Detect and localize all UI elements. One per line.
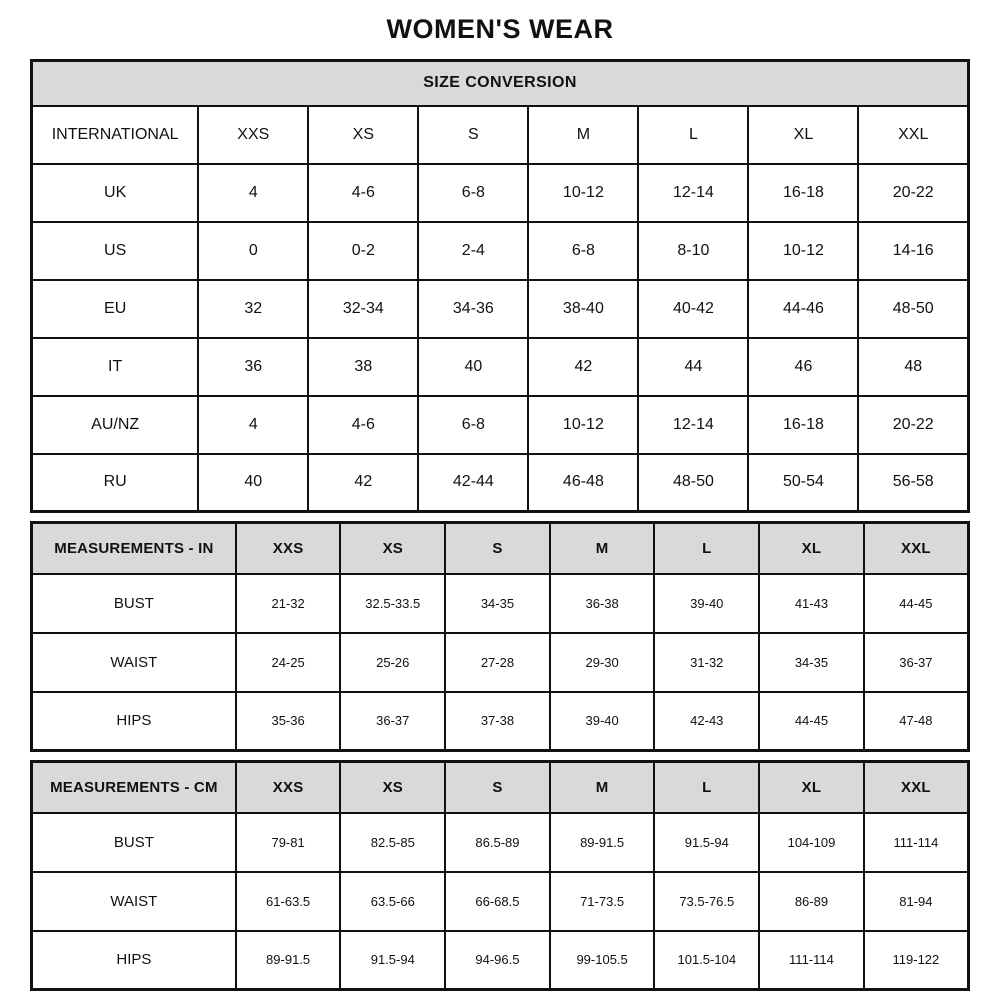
table-title-row xyxy=(32,61,969,106)
table-row xyxy=(32,164,969,222)
data-cell: 42-43 xyxy=(654,692,759,751)
column-header-cell: XXS xyxy=(236,523,341,574)
row-label-cell: BUST xyxy=(32,574,236,633)
data-cell: 91.5-94 xyxy=(654,813,759,872)
column-header-cell: XXL xyxy=(864,523,969,574)
table-row xyxy=(32,222,969,280)
data-cell: 46-48 xyxy=(528,454,638,512)
table-row xyxy=(32,633,969,692)
data-cell: 12-14 xyxy=(638,396,748,454)
data-cell: 91.5-94 xyxy=(340,931,445,990)
data-cell: 42 xyxy=(528,338,638,396)
column-header-cell: XS xyxy=(340,762,445,813)
data-cell: 119-122 xyxy=(864,931,969,990)
data-cell: 10-12 xyxy=(528,396,638,454)
data-cell: 89-91.5 xyxy=(550,813,655,872)
column-header-cell: S xyxy=(445,523,550,574)
column-header-cell: XL xyxy=(759,523,864,574)
data-cell: 39-40 xyxy=(654,574,759,633)
data-cell: 34-35 xyxy=(759,633,864,692)
column-header-cell: S xyxy=(418,106,528,164)
data-cell: 14-16 xyxy=(858,222,968,280)
data-cell: 36 xyxy=(198,338,308,396)
column-header-cell: L xyxy=(654,523,759,574)
data-cell: 6-8 xyxy=(418,164,528,222)
data-cell: 46 xyxy=(748,338,858,396)
data-cell: 56-58 xyxy=(858,454,968,512)
row-label-cell: HIPS xyxy=(32,931,236,990)
data-cell: 48 xyxy=(858,338,968,396)
column-header-cell: XL xyxy=(759,762,864,813)
row-header-label: INTERNATIONAL xyxy=(32,106,199,164)
data-cell: 20-22 xyxy=(858,396,968,454)
data-cell: 71-73.5 xyxy=(550,872,655,931)
data-cell: 73.5-76.5 xyxy=(654,872,759,931)
table-row xyxy=(32,692,969,751)
data-cell: 82.5-85 xyxy=(340,813,445,872)
data-cell: 40-42 xyxy=(638,280,748,338)
data-cell: 111-114 xyxy=(864,813,969,872)
data-cell: 104-109 xyxy=(759,813,864,872)
data-cell: 42 xyxy=(308,454,418,512)
measurements-in-table-body xyxy=(32,523,969,751)
column-header-cell: XXS xyxy=(236,762,341,813)
data-cell: 99-105.5 xyxy=(550,931,655,990)
column-header-cell: XXS xyxy=(198,106,308,164)
column-header-cell: XXL xyxy=(864,762,969,813)
data-cell: 66-68.5 xyxy=(445,872,550,931)
data-cell: 40 xyxy=(198,454,308,512)
data-cell: 2-4 xyxy=(418,222,528,280)
table-row xyxy=(32,872,969,931)
row-label-cell: IT xyxy=(32,338,199,396)
column-header-cell: XL xyxy=(748,106,858,164)
column-header-cell: XS xyxy=(340,523,445,574)
table-row xyxy=(32,396,969,454)
table-header-row xyxy=(32,523,969,574)
data-cell: 8-10 xyxy=(638,222,748,280)
data-cell: 37-38 xyxy=(445,692,550,751)
data-cell: 89-91.5 xyxy=(236,931,341,990)
measurements-cm-table-body xyxy=(32,762,969,990)
row-label-cell: WAIST xyxy=(32,872,236,931)
row-label-cell: WAIST xyxy=(32,633,236,692)
data-cell: 32 xyxy=(198,280,308,338)
data-cell: 36-37 xyxy=(864,633,969,692)
column-header-cell: XXL xyxy=(858,106,968,164)
row-label-cell: RU xyxy=(32,454,199,512)
data-cell: 32.5-33.5 xyxy=(340,574,445,633)
data-cell: 86.5-89 xyxy=(445,813,550,872)
data-cell: 31-32 xyxy=(654,633,759,692)
data-cell: 61-63.5 xyxy=(236,872,341,931)
data-cell: 38 xyxy=(308,338,418,396)
data-cell: 12-14 xyxy=(638,164,748,222)
measurements-in-table xyxy=(30,521,970,752)
row-label-cell: US xyxy=(32,222,199,280)
row-label-cell: BUST xyxy=(32,813,236,872)
data-cell: 42-44 xyxy=(418,454,528,512)
row-label-cell: AU/NZ xyxy=(32,396,199,454)
data-cell: 36-37 xyxy=(340,692,445,751)
data-cell: 35-36 xyxy=(236,692,341,751)
size-conversion-table-body xyxy=(32,61,969,512)
data-cell: 44-45 xyxy=(759,692,864,751)
data-cell: 20-22 xyxy=(858,164,968,222)
table-title: SIZE CONVERSION xyxy=(32,61,969,106)
row-header-label: MEASUREMENTS - CM xyxy=(32,762,236,813)
data-cell: 4 xyxy=(198,164,308,222)
data-cell: 44-45 xyxy=(864,574,969,633)
table-row xyxy=(32,574,969,633)
data-cell: 79-81 xyxy=(236,813,341,872)
data-cell: 21-32 xyxy=(236,574,341,633)
data-cell: 101.5-104 xyxy=(654,931,759,990)
data-cell: 25-26 xyxy=(340,633,445,692)
column-header-cell: L xyxy=(654,762,759,813)
column-header-cell: L xyxy=(638,106,748,164)
data-cell: 94-96.5 xyxy=(445,931,550,990)
row-label-cell: UK xyxy=(32,164,199,222)
data-cell: 16-18 xyxy=(748,164,858,222)
data-cell: 27-28 xyxy=(445,633,550,692)
data-cell: 24-25 xyxy=(236,633,341,692)
table-row xyxy=(32,813,969,872)
data-cell: 10-12 xyxy=(748,222,858,280)
data-cell: 63.5-66 xyxy=(340,872,445,931)
table-header-row xyxy=(32,762,969,813)
data-cell: 16-18 xyxy=(748,396,858,454)
column-header-cell: S xyxy=(445,762,550,813)
data-cell: 34-36 xyxy=(418,280,528,338)
data-cell: 10-12 xyxy=(528,164,638,222)
row-label-cell: HIPS xyxy=(32,692,236,751)
measurements-cm-table xyxy=(30,760,970,991)
data-cell: 39-40 xyxy=(550,692,655,751)
row-label-cell: EU xyxy=(32,280,199,338)
data-cell: 6-8 xyxy=(528,222,638,280)
data-cell: 4-6 xyxy=(308,164,418,222)
data-cell: 4 xyxy=(198,396,308,454)
data-cell: 36-38 xyxy=(550,574,655,633)
table-row xyxy=(32,280,969,338)
data-cell: 48-50 xyxy=(858,280,968,338)
data-cell: 41-43 xyxy=(759,574,864,633)
data-cell: 34-35 xyxy=(445,574,550,633)
table-row xyxy=(32,338,969,396)
data-cell: 50-54 xyxy=(748,454,858,512)
data-cell: 48-50 xyxy=(638,454,748,512)
data-cell: 29-30 xyxy=(550,633,655,692)
table-row xyxy=(32,454,969,512)
data-cell: 0 xyxy=(198,222,308,280)
page-title: WOMEN'S WEAR xyxy=(386,14,614,44)
row-header-label: MEASUREMENTS - IN xyxy=(32,523,236,574)
data-cell: 44-46 xyxy=(748,280,858,338)
column-header-cell: M xyxy=(550,762,655,813)
column-header-cell: XS xyxy=(308,106,418,164)
data-cell: 38-40 xyxy=(528,280,638,338)
column-header-cell: M xyxy=(550,523,655,574)
table-header-row xyxy=(32,106,969,164)
column-header-cell: M xyxy=(528,106,638,164)
data-cell: 0-2 xyxy=(308,222,418,280)
data-cell: 4-6 xyxy=(308,396,418,454)
data-cell: 47-48 xyxy=(864,692,969,751)
table-row xyxy=(32,931,969,990)
data-cell: 44 xyxy=(638,338,748,396)
data-cell: 40 xyxy=(418,338,528,396)
data-cell: 6-8 xyxy=(418,396,528,454)
size-conversion-table xyxy=(30,59,970,513)
data-cell: 111-114 xyxy=(759,931,864,990)
data-cell: 81-94 xyxy=(864,872,969,931)
data-cell: 86-89 xyxy=(759,872,864,931)
data-cell: 32-34 xyxy=(308,280,418,338)
